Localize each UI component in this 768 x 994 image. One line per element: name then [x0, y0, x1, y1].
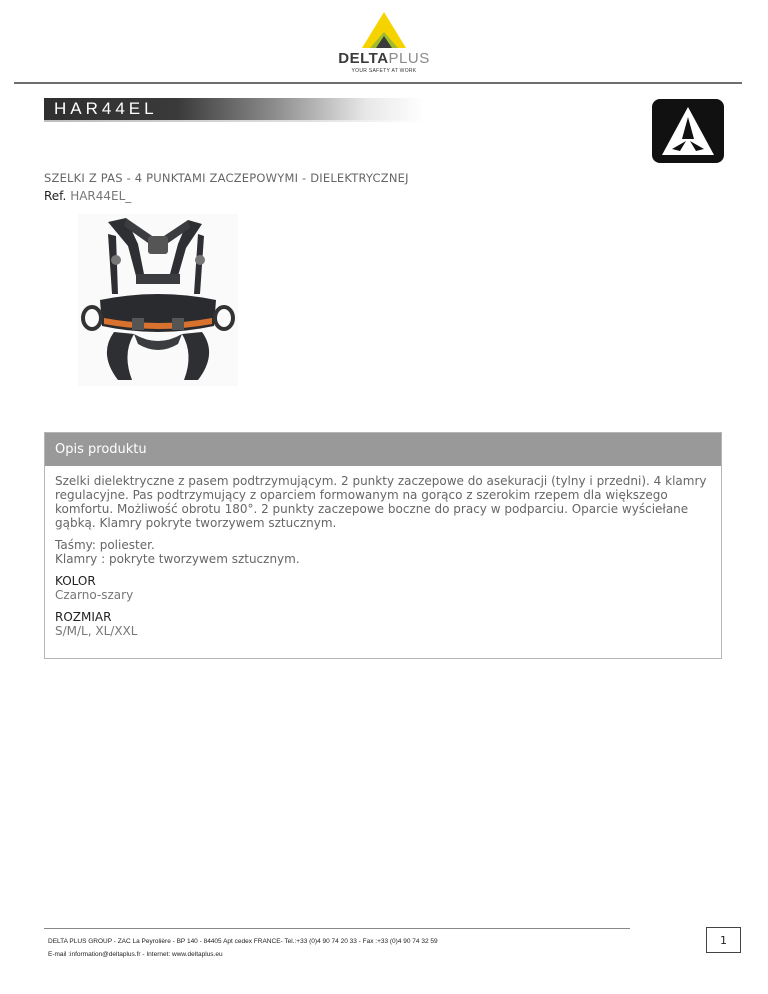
material-line-2: Klamry : pokryte tworzywem sztucznym. — [55, 552, 300, 566]
product-code: HAR44EL — [54, 99, 158, 118]
description-body — [45, 466, 721, 638]
description-paragraph: Szelki dielektryczne z pasem podtrzymującym. 2 punkty zaczepowe do asekuracji (tylny i przedni). 4 klamry regulacyjne. Pas podtrzymujący z oparciem formowanym na gorąco z szerokim rzepem dla większego komfortu. Możliwość obrotu 180°. 2 punkty zaczepowe boczne do pracy w podparciu. Oparcie wyściełane gąbką. Klamry pokryte tworzywem sztucznym. — [55, 474, 707, 530]
color-value: Czarno-szary — [55, 588, 134, 602]
description-header: Opis produktu — [45, 433, 721, 466]
size-label: ROZMIAR — [55, 610, 112, 624]
product-subtitle: SZELKI Z PAS - 4 PUNKTAMI ZACZEPOWYMI - DIELEKTRYCZNEJ — [44, 171, 409, 185]
logo-tagline: YOUR SAFETY AT WORK — [351, 68, 417, 74]
footer-divider — [44, 928, 630, 929]
footer-address: DELTA PLUS GROUP - ZAC La Peyrolière - BP 140 - 84405 Apt cedex FRANCE- Tel.:+33 (0)4 90 74 20 33 - Fax :+33 (0)4 90 74 32 59 — [48, 938, 438, 945]
ref-label: Ref. — [44, 189, 67, 203]
logo-word-plus: PLUS — [388, 50, 430, 67]
ref-value: HAR44EL_ — [70, 189, 132, 203]
logo-word-delta: DELTA — [338, 50, 389, 67]
page-number: 1 — [706, 927, 741, 953]
material-line-1: Taśmy: poliester. — [55, 538, 155, 552]
product-reference — [44, 189, 131, 203]
logo-wordmark — [318, 50, 450, 67]
delta-plus-logo-icon — [318, 10, 450, 50]
fall-arrest-harness-image — [78, 214, 238, 386]
material-info — [55, 538, 711, 566]
company-footer — [48, 935, 438, 961]
product-description-panel — [44, 432, 722, 659]
delta-plus-logo — [318, 10, 450, 72]
delta-plus-triangle-icon — [652, 99, 724, 163]
footer-contact: E-mail :information@deltaplus.fr - Internet: www.deltaplus.eu — [48, 951, 223, 958]
header-divider — [14, 82, 742, 84]
size-value: S/M/L, XL/XXL — [55, 624, 138, 638]
product-code-bar — [44, 98, 424, 120]
title-underline — [44, 120, 424, 122]
color-label: KOLOR — [55, 574, 96, 588]
